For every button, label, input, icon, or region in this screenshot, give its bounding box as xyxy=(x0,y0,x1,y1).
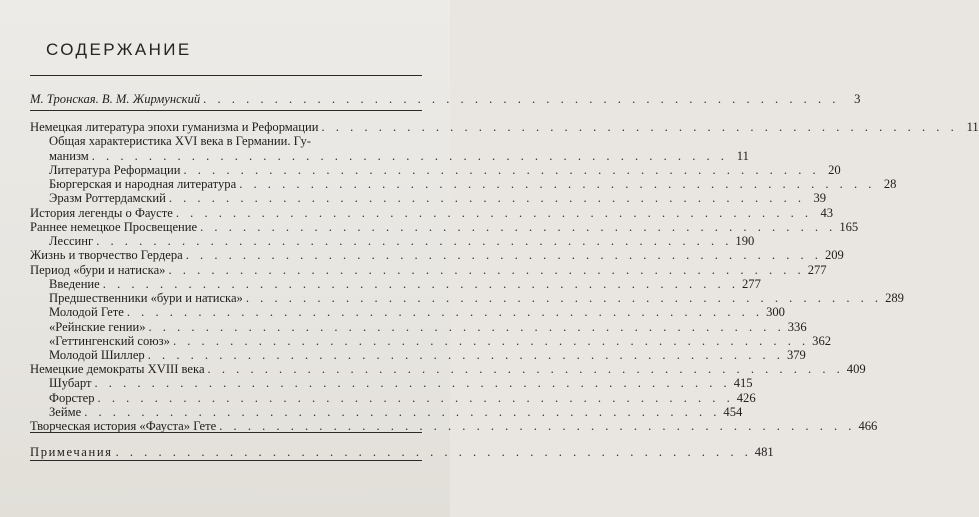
toc-entry[interactable] xyxy=(30,206,834,220)
toc-page-number: 466 xyxy=(858,419,878,433)
toc-entry[interactable] xyxy=(30,234,755,248)
toc-entry-title: Шубарт xyxy=(49,376,92,390)
toc-entry[interactable] xyxy=(30,334,832,348)
toc-entry[interactable] xyxy=(30,177,897,191)
toc-entry-title: Литература Реформации xyxy=(49,163,181,177)
toc-entry-title: Лессинг xyxy=(49,234,94,248)
toc-dot-leader: . . . . . . . . . . . . . . . . . . . . . . . . . . . . . . . . . . . . . . . . . . . . . xyxy=(185,248,822,262)
toc-entry[interactable] xyxy=(30,305,785,319)
toc-page-number: 300 xyxy=(766,305,785,319)
toc-entry-title: Общая характеристика XVI века в Германии. Гу- xyxy=(49,134,311,148)
toc-entry-title: Примечания xyxy=(30,445,113,459)
toc-entry-title: Форстер xyxy=(49,391,95,405)
toc-page-number: 20 xyxy=(828,163,841,177)
toc-dot-leader: . . . . . . . . . . . . . . . . . . . . . . . . . . . . . . . . . . . . . . . . . . . . . xyxy=(207,362,844,376)
toc-page-number: 39 xyxy=(813,191,827,205)
title-underline xyxy=(30,75,422,76)
section-separator xyxy=(30,432,422,433)
toc-dot-leader: . . . . . . . . . . . . . . . . . . . . . . . . . . . . . . . . . . . . . . . . . . . . . xyxy=(147,348,784,362)
toc-entry-title: Предшественники «бури и натиска» xyxy=(49,291,243,305)
toc-entry-title: Период «бури и натиска» xyxy=(30,263,166,277)
toc-dot-leader: . . . . . . . . . . . . . . . . . . . . . . . . . . . . . . . . . . . . . . . . . . . . . xyxy=(239,177,876,191)
toc-entry[interactable] xyxy=(30,348,806,362)
toc-page-number: 336 xyxy=(787,320,807,334)
section-separator xyxy=(30,110,422,111)
toc-entry-title: «Геттингенский союз» xyxy=(49,334,170,348)
toc-entry[interactable] xyxy=(30,291,904,305)
toc-dot-leader: . . . . . . . . . . . . . . . . . . . . . . . . . . . . . . . . . . . . . . . . . . . . . xyxy=(94,376,731,390)
toc-page-number: 3 xyxy=(854,92,861,106)
toc-entry-title: Творческая история «Фауста» Гете xyxy=(30,419,217,433)
toc-entry[interactable] xyxy=(30,220,859,234)
toc-entry[interactable] xyxy=(30,362,866,376)
toc-dot-leader: . . . . . . . . . . . . . . . . . . . . . . . . . . . . . . . . . . . . . . . . . . . . . xyxy=(200,220,837,234)
toc-entry[interactable] xyxy=(30,391,756,405)
toc-entry[interactable] xyxy=(30,120,979,134)
section-separator xyxy=(30,460,422,461)
toc-page-number: 454 xyxy=(723,405,743,419)
toc-entry[interactable] xyxy=(30,163,841,177)
toc-entry[interactable] xyxy=(30,320,807,334)
toc-page-number: 165 xyxy=(839,220,859,234)
toc-entry[interactable] xyxy=(30,419,878,433)
toc-entry[interactable] xyxy=(30,149,749,163)
toc-dot-leader: . . . . . . . . . . . . . . . . . . . . . . . . . . . . . . . . . . . . . . . . . . . . . xyxy=(203,92,840,106)
toc-dot-leader: . . . . . . . . . . . . . . . . . . . . . . . . . . . . . . . . . . . . . . . . . . . . . xyxy=(84,405,721,419)
toc-entry[interactable] xyxy=(30,92,861,106)
toc-page-number: 289 xyxy=(885,291,904,305)
toc-page-number: 379 xyxy=(786,348,806,362)
toc-entry[interactable] xyxy=(30,263,827,277)
page-title: СОДЕРЖАНИЕ xyxy=(46,40,192,59)
toc-dot-leader: . . . . . . . . . . . . . . . . . . . . . . . . . . . . . . . . . . . . . . . . . . . . . xyxy=(245,291,883,305)
toc-page-number: 426 xyxy=(736,391,756,405)
toc-page-number: 28 xyxy=(883,177,897,191)
toc-dot-leader: . . . . . . . . . . . . . . . . . . . . . . . . . . . . . . . . . . . . . . . . . . . . . xyxy=(102,277,739,291)
toc-entry-title: «Рейнские гении» xyxy=(49,320,146,334)
toc-entry[interactable] xyxy=(30,248,844,262)
toc-dot-leader: . . . . . . . . . . . . . . . . . . . . . . . . . . . . . . . . . . . . . . . . . . . . . xyxy=(126,305,764,319)
toc-page-number: 481 xyxy=(754,445,774,459)
toc-entry[interactable] xyxy=(30,277,761,291)
toc-entry-title: Раннее немецкое Просвещение xyxy=(30,220,198,234)
toc-entry-title: Молодой Гете xyxy=(49,305,124,319)
toc-dot-leader: . . . . . . . . . . . . . . . . . . . . . . . . . . . . . . . . . . . . . . . . . . . . . xyxy=(219,419,856,433)
toc-entry-title: манизм xyxy=(49,149,89,163)
toc-page-number: 11 xyxy=(736,149,749,163)
toc-entry-title: М. Тронская. В. М. Жирмунский xyxy=(30,92,201,106)
toc-page-number: 277 xyxy=(807,263,827,277)
toc-entry-title: Введение xyxy=(49,277,100,291)
toc-dot-leader: . . . . . . . . . . . . . . . . . . . . . . . . . . . . . . . . . . . . . . . . . . . . . xyxy=(175,206,813,220)
toc-entry[interactable] xyxy=(30,376,753,390)
toc-dot-leader: . . . . . . . . . . . . . . . . . . . . . . . . . . . . . . . . . . . . . . . . . . . . . xyxy=(321,120,958,134)
toc-entry-title: Немецкие демократы XVIII века xyxy=(30,362,205,376)
toc-dot-leader: . . . . . . . . . . . . . . . . . . . . . . . . . . . . . . . . . . . . . . . . . . . . . xyxy=(183,163,820,177)
toc-dot-leader: . . . . . . . . . . . . . . . . . . . . . . . . . . . . . . . . . . . . . . . . . . . . . xyxy=(148,320,785,334)
toc-entry-title: Зейме xyxy=(49,405,82,419)
toc-page-number: 11 xyxy=(966,120,979,134)
toc-entry-title: Бюргерская и народная литература xyxy=(49,177,237,191)
toc-entry-title: Молодой Шиллер xyxy=(49,348,145,362)
toc-entry-title: Эразм Роттердамский xyxy=(49,191,166,205)
toc-dot-leader: . . . . . . . . . . . . . . . . . . . . . . . . . . . . . . . . . . . . . . . . . . . . . xyxy=(168,263,805,277)
toc-page-number: 415 xyxy=(733,376,753,390)
toc-page-number: 362 xyxy=(812,334,832,348)
toc-entry-title: Жизнь и творчество Гердера xyxy=(30,248,183,262)
toc-entry[interactable] xyxy=(30,445,774,459)
toc-page-number: 277 xyxy=(741,277,761,291)
toc-entry-title: История легенды о Фаусте xyxy=(30,206,173,220)
toc-entry[interactable] xyxy=(30,191,827,205)
toc-entry[interactable] xyxy=(30,134,422,148)
toc-entry-title: Немецкая литература эпохи гуманизма и Реформации xyxy=(30,120,319,134)
toc-dot-leader: . . . . . . . . . . . . . . . . . . . . . . . . . . . . . . . . . . . . . . . . . . . . . xyxy=(96,234,733,248)
toc-page-number: 209 xyxy=(824,248,844,262)
toc-dot-leader: . . . . . . . . . . . . . . . . . . . . . . . . . . . . . . . . . . . . . . . . . . . . . xyxy=(168,191,806,205)
toc-dot-leader: . . . . . . . . . . . . . . . . . . . . . . . . . . . . . . . . . . . . . . . . . . . . . xyxy=(97,391,734,405)
toc-page-number: 43 xyxy=(820,206,834,220)
toc-page-number: 409 xyxy=(846,362,866,376)
toc-entry[interactable] xyxy=(30,405,743,419)
toc-dot-leader: . . . . . . . . . . . . . . . . . . . . . . . . . . . . . . . . . . . . . . . . . . . . . xyxy=(115,445,752,459)
toc-dot-leader: . . . . . . . . . . . . . . . . . . . . . . . . . . . . . . . . . . . . . . . . . . . . . xyxy=(172,334,810,348)
toc-page-number: 190 xyxy=(735,234,755,248)
toc-dot-leader: . . . . . . . . . . . . . . . . . . . . . . . . . . . . . . . . . . . . . . . . . . . . . xyxy=(91,149,728,163)
